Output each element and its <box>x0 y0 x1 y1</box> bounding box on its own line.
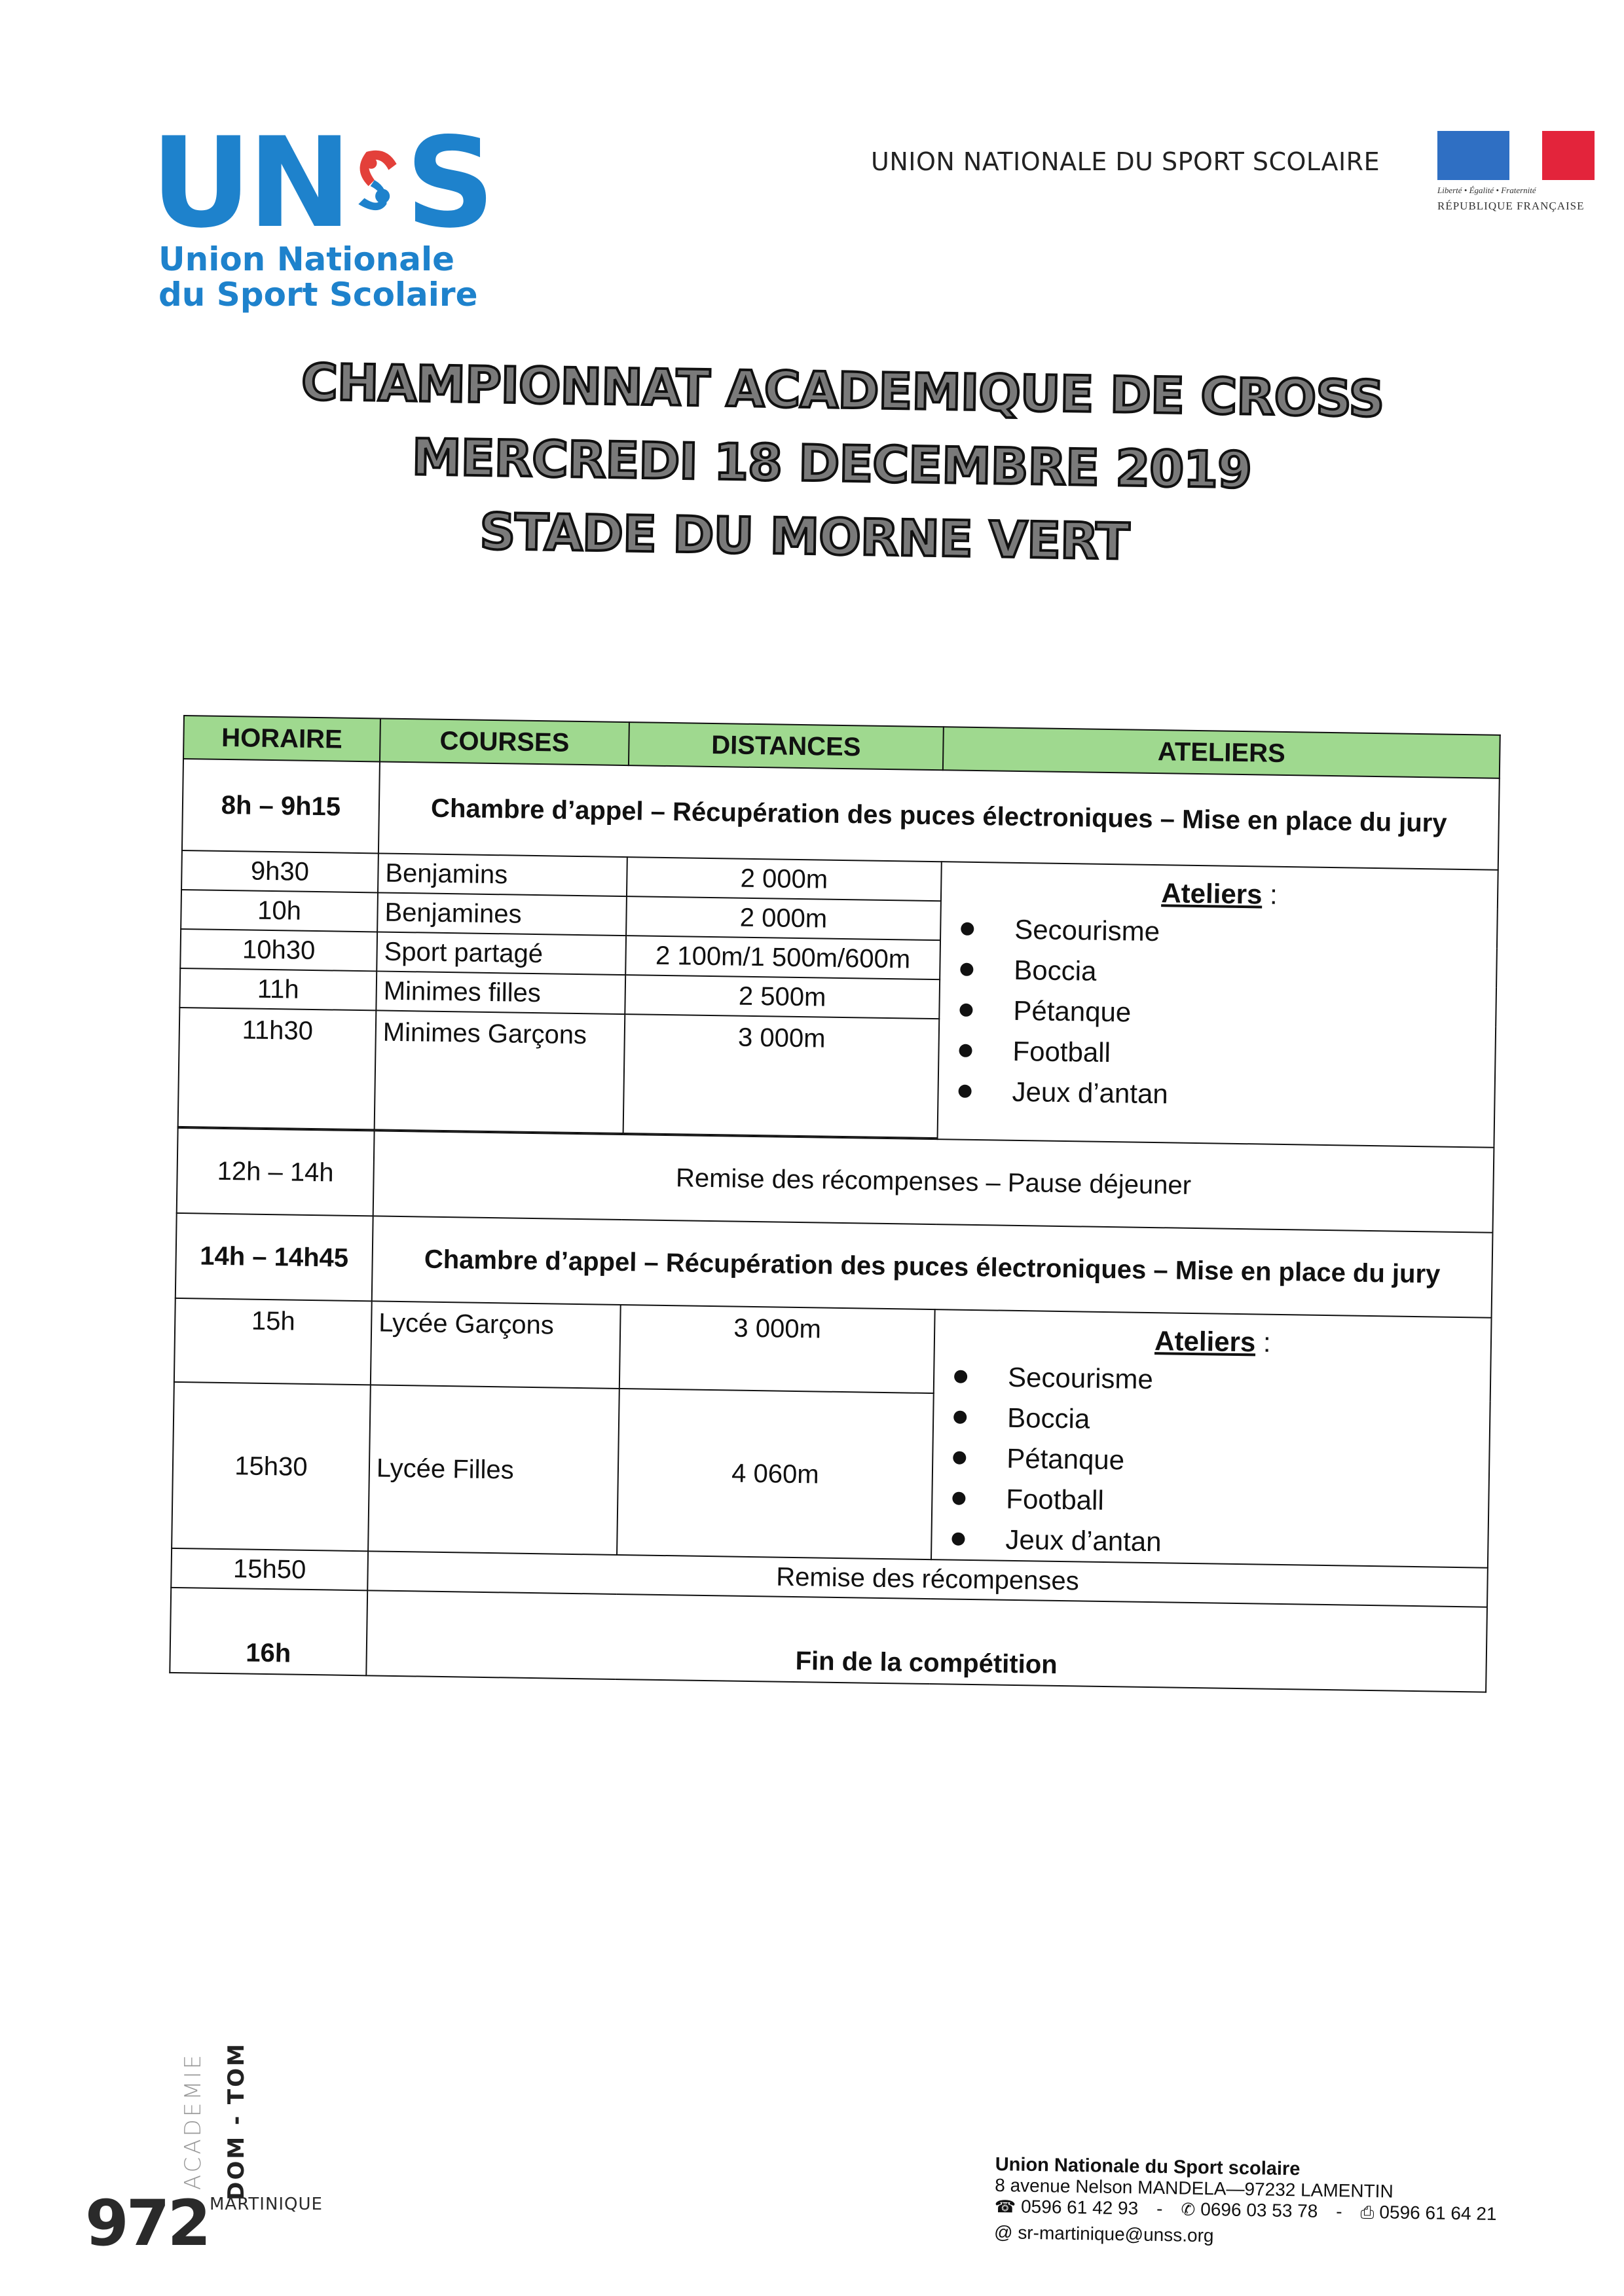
unss-logo-mark <box>151 111 491 255</box>
unss-athlete-emblem-icon <box>350 128 403 232</box>
document-title: CHAMPIONNAT ACADEMIQUE DE CROSS <box>301 352 1384 428</box>
republic-name: RÉPUBLIQUE FRANÇAISE <box>1437 200 1585 212</box>
list-item <box>938 1518 1481 1567</box>
contact-email-row <box>994 2222 1531 2251</box>
time-cell: 11h30 <box>178 1008 377 1129</box>
course-cell: Benjamines <box>377 892 627 936</box>
contact-address: 8 avenue Nelson MANDELA—97232 LAMENTIN <box>995 2174 1393 2202</box>
separator: - <box>1156 2198 1163 2219</box>
bullet-icon <box>958 1085 971 1098</box>
ateliers-list <box>938 1356 1484 1567</box>
atelier-label: Jeux d’antan <box>1005 1523 1162 1558</box>
activity-cell: Remise des récompenses – Pause déjeuner <box>373 1131 1494 1232</box>
republic-motto: Liberté • Égalité • Fraternité <box>1437 185 1536 195</box>
unss-logo-subtitle-line1: Union Nationale <box>158 240 455 278</box>
time-cell: 9h30 <box>181 850 378 892</box>
atelier-label: Boccia <box>1014 954 1097 987</box>
unss-logo-letters-right: S <box>405 111 491 255</box>
time-cell: 10h30 <box>180 929 377 971</box>
time-cell: 10h <box>181 890 378 932</box>
academie-number: 972 <box>85 2187 209 2260</box>
distance-cell: 2 000m <box>626 896 941 940</box>
bullet-icon <box>953 1451 966 1465</box>
ateliers-cell-morning <box>938 862 1498 1148</box>
time-cell: 8h – 9h15 <box>182 759 380 853</box>
distance-cell: 2 000m <box>627 857 942 901</box>
course-cell: Minimes Garçons <box>375 1010 625 1133</box>
contact-phone[interactable]: 0596 61 42 93 <box>1020 2196 1139 2219</box>
academie-vertical-label <box>164 2042 249 2200</box>
academie-logo <box>72 2042 399 2260</box>
distance-cell: 2 500m <box>625 975 940 1019</box>
contact-fax[interactable]: 0596 61 64 21 <box>1379 2202 1497 2225</box>
ateliers-list <box>945 908 1490 1119</box>
list-item <box>945 1070 1488 1119</box>
academie-region: DOM - TOM <box>223 2042 249 2200</box>
course-cell: Minimes filles <box>376 971 625 1014</box>
atelier-label: Secourisme <box>1007 1361 1154 1395</box>
distance-cell: 2 100m/1 500m/600m <box>625 936 940 979</box>
document-title-block <box>0 341 1624 587</box>
republique-francaise-logo <box>1437 131 1595 229</box>
bullet-icon <box>954 1370 967 1383</box>
bullet-icon <box>961 922 974 936</box>
activity-cell: Chambre d’appel – Récupération des puces électroniques – Mise en place du jury <box>372 1216 1493 1317</box>
atelier-label: Jeux d’antan <box>1012 1076 1169 1110</box>
course-cell: Benjamins <box>378 853 627 896</box>
atelier-label: Pétanque <box>1006 1442 1125 1476</box>
atelier-label: Secourisme <box>1014 913 1160 947</box>
bullet-icon <box>951 1533 965 1546</box>
atelier-label: Boccia <box>1006 1402 1090 1434</box>
schedule-table-wrapper <box>169 715 1499 1693</box>
atelier-label: Football <box>1012 1035 1111 1068</box>
column-header-distances: DISTANCES <box>629 722 944 770</box>
academie-label: ACADEMIE <box>180 2052 207 2191</box>
mobile-phone-icon: ✆ <box>1181 2199 1196 2219</box>
time-cell: 11h <box>179 968 377 1010</box>
column-header-horaire: HORAIRE <box>183 716 380 761</box>
course-cell: Lycée Garçons <box>371 1301 621 1389</box>
ateliers-heading: Ateliers <box>1161 877 1263 910</box>
column-header-ateliers: ATELIERS <box>943 727 1500 778</box>
schedule-table <box>169 715 1500 1693</box>
activity-cell: Fin de la compétition <box>366 1590 1487 1692</box>
fax-icon: ⎙ <box>1360 2202 1375 2223</box>
bullet-icon <box>959 1004 972 1017</box>
time-cell: 15h30 <box>172 1382 371 1551</box>
organization-title: UNION NATIONALE DU SPORT SCOLAIRE <box>871 147 1380 176</box>
academie-name: MARTINIQUE <box>210 2195 323 2214</box>
contact-organization: Union Nationale du Sport scolaire <box>995 2154 1301 2180</box>
ateliers-cell-afternoon <box>931 1309 1492 1568</box>
course-cell: Sport partagé <box>377 932 626 975</box>
bullet-icon <box>960 963 973 976</box>
atelier-label: Pétanque <box>1013 994 1132 1028</box>
time-cell: 14h – 14h45 <box>175 1213 373 1301</box>
ateliers-heading-colon: : <box>1255 1326 1272 1358</box>
contact-email-link[interactable]: sr-martinique@unss.org <box>1018 2222 1214 2246</box>
bullet-icon <box>952 1492 965 1505</box>
telephone-icon: ☎ <box>994 2196 1016 2217</box>
ateliers-heading-colon: : <box>1262 879 1278 910</box>
course-cell: Lycée Filles <box>368 1385 619 1555</box>
time-cell: 15h50 <box>171 1548 368 1590</box>
unss-logo <box>151 111 491 314</box>
separator: - <box>1336 2201 1342 2222</box>
time-cell: 12h – 14h <box>177 1128 375 1216</box>
french-flag-icon <box>1437 131 1595 180</box>
ateliers-heading: Ateliers <box>1154 1325 1256 1358</box>
distance-cell: 3 000m <box>619 1305 935 1393</box>
distance-cell: 4 060m <box>617 1389 934 1559</box>
bullet-icon <box>953 1411 967 1424</box>
unss-logo-letters-left: UN <box>151 111 348 255</box>
atelier-label: Football <box>1006 1483 1105 1516</box>
event-venue: STADE DU MORNE VERT <box>479 502 1130 571</box>
unss-logo-subtitle <box>151 242 491 312</box>
email-icon: @ <box>993 2221 1013 2243</box>
time-cell: 15h <box>174 1298 372 1385</box>
event-date: MERCREDI 18 DECEMBRE 2019 <box>411 428 1252 500</box>
time-cell: 16h <box>170 1588 367 1675</box>
contact-block <box>994 2154 1532 2251</box>
column-header-courses: COURSES <box>380 718 629 765</box>
activity-cell: Chambre d’appel – Récupération des puces électroniques – Mise en place du jury <box>378 761 1500 869</box>
bullet-icon <box>959 1044 972 1057</box>
unss-logo-subtitle-line2: du Sport Scolaire <box>158 276 478 314</box>
distance-cell: 3 000m <box>623 1014 940 1138</box>
contact-mobile[interactable]: 0696 03 53 78 <box>1200 2198 1318 2221</box>
activity-cell: Remise des récompenses <box>367 1551 1488 1607</box>
